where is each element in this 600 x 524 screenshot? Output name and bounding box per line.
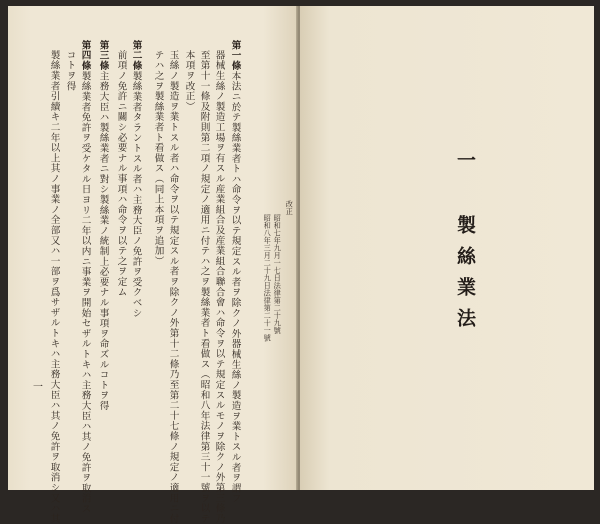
article-text: テハ之ヲ製絲業者ト看做ス（同上本項ヲ追加） bbox=[152, 50, 164, 267]
article-text: 器械生絲ノ製造工場ヲ有スル産業組合及産業組合聯合會ハ命令ヲ以テ規定スルモノヲ除クノ外第三條乃 bbox=[213, 50, 225, 524]
text-column bbox=[49, 50, 59, 524]
amendment-line-2: 昭和八年三月二十九日法律第二十一號 bbox=[263, 214, 273, 342]
text-column bbox=[98, 40, 108, 411]
article-text: 製絲業者引續キ二年以上其ノ事業ノ全部又ハ一部ヲ爲サザルトキハ主務大臣ハ其ノ免許ヲ取消シ又ハ其 bbox=[48, 50, 60, 524]
article-text: 本法ニ於テ製絲業者トハ命令ヲ以テ規定スル者ヲ除クノ外器械生絲ノ製造ヲ業トスル者ヲ謂フ bbox=[229, 70, 241, 504]
text-column bbox=[116, 50, 126, 297]
article-text: 至第十一條及附則第二項ノ規定ノ適用ニ付テハ之ヲ製絲業者ト看做ス（昭和八年法律第三十一號ヲ以テ bbox=[198, 50, 210, 524]
text-column bbox=[65, 50, 75, 91]
article-label: 第二條 bbox=[130, 40, 142, 71]
text-column bbox=[168, 50, 178, 524]
text-column bbox=[199, 50, 209, 524]
article-text: 前項ノ免許ニ關シ必要ナル事項ハ命令ヲ以テ之ヲ定ム bbox=[115, 50, 127, 298]
article-text: 玉絲ノ製造ヲ業トスル者ハ命令ヲ以テ規定スル者ヲ除クノ外第十二條乃至第二十七條ノ規定ノ適用ニ付 bbox=[167, 50, 179, 524]
article-text: 製絲業者免許ヲ受ケタル日ヨリ二年以内ニ事業ヲ開始セザルトキハ主務大臣ハ其ノ免許ヲ取消ス bbox=[79, 70, 91, 514]
amendment-line-1: 昭和七年九月一七日法律第二十九號 bbox=[273, 214, 283, 334]
right-page bbox=[300, 6, 594, 490]
amendment-label: 改正 bbox=[285, 200, 295, 215]
text-column bbox=[153, 50, 163, 266]
article-label: 第一條 bbox=[229, 40, 241, 71]
article-text: コトヲ得 bbox=[64, 50, 76, 92]
law-title: 一 製絲業法 bbox=[454, 150, 476, 339]
article-text: 本項ヲ改正） bbox=[183, 50, 195, 112]
page-number: 一 bbox=[33, 382, 43, 393]
article-text: 主務大臣ハ製絲業者ニ對シ製絲業ノ統制上必要ナル事項ヲ命ズルコトヲ得 bbox=[97, 70, 109, 411]
text-column bbox=[230, 40, 240, 504]
text-column bbox=[214, 50, 224, 524]
text-column bbox=[80, 40, 90, 514]
article-text: 製絲業者タラントスル者ハ主務大臣ノ免許ヲ受クベシ bbox=[130, 70, 142, 319]
text-column bbox=[131, 40, 141, 318]
text-column bbox=[184, 50, 194, 112]
article-label: 第三條 bbox=[97, 40, 109, 71]
article-label: 第四條 bbox=[79, 40, 91, 71]
